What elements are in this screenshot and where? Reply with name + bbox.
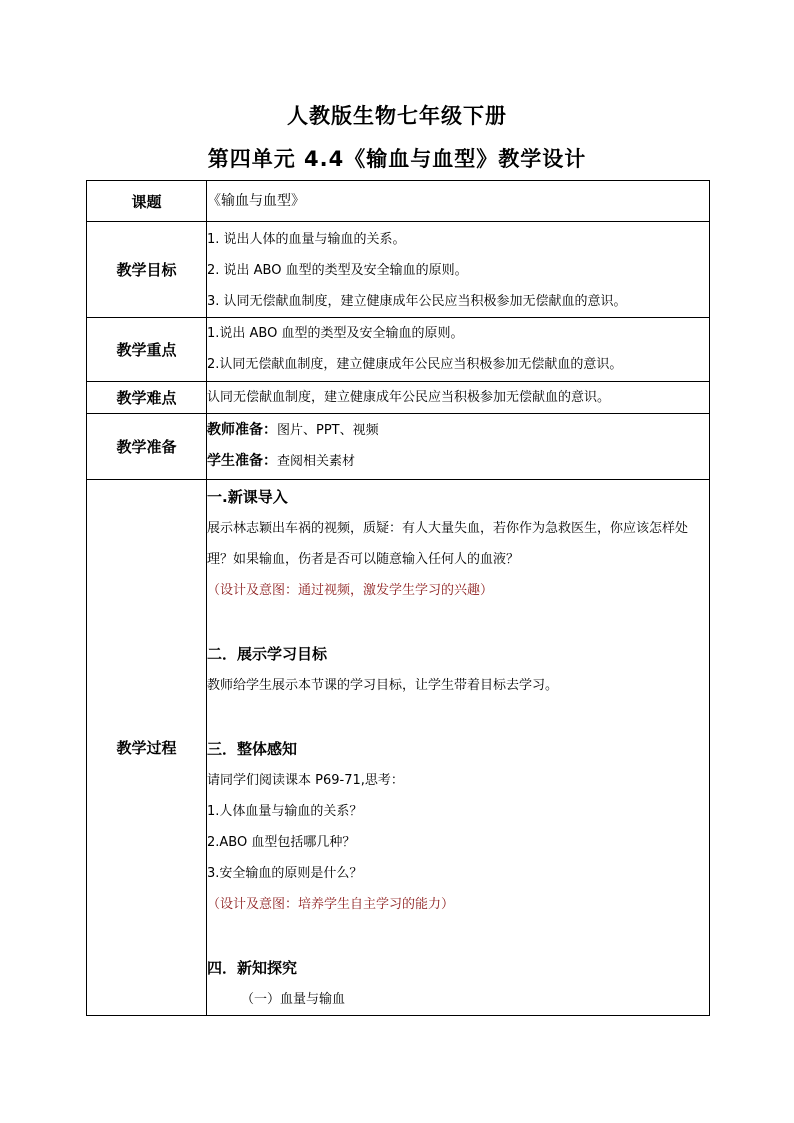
row-prep — [87, 414, 710, 480]
topic-value: 《输血与血型》 — [207, 192, 305, 209]
prep-label: 教学准备 — [87, 414, 207, 480]
goal-item: 1. 说出人体的血量与输血的关系。 — [207, 232, 406, 247]
row-topic — [87, 181, 710, 222]
section-text: 请同学们阅读课本 P69-71,思考： — [207, 773, 404, 788]
subsection-heading: （一）血量与输血 — [241, 992, 346, 1007]
lesson-plan-table — [86, 180, 710, 1016]
teacher-prep-label: 教师准备： — [207, 422, 277, 438]
document-title-line1: 人教版生物七年级下册 — [287, 104, 507, 128]
difficulty-value: 认同无偿献血制度，建立健康成年公民应当积极参加无偿献血的意识。 — [207, 390, 611, 405]
row-key-points — [87, 318, 710, 382]
teacher-prep-value: 图片、PPT、视频 — [277, 423, 379, 438]
question-item: 1.人体血量与输血的关系？ — [207, 804, 363, 819]
question-item: 3.安全输血的原则是什么？ — [207, 866, 363, 881]
document-title-line2: 第四单元 4.4《输血与血型》教学设计 — [207, 147, 587, 171]
goal-item: 3. 认同无偿献血制度，建立健康成年公民应当积极参加无偿献血的意识。 — [207, 294, 627, 309]
teacher-prep — [207, 415, 709, 446]
topic-label: 课题 — [87, 181, 207, 222]
difficulty-label: 教学难点 — [87, 382, 207, 414]
question-item: 2.ABO 血型包括哪几种？ — [207, 835, 356, 850]
goal-item: 2. 说出 ABO 血型的类型及安全输血的原则。 — [207, 263, 468, 278]
section-heading: 四．新知探究 — [207, 959, 298, 977]
key-point-item: 2.认同无偿献血制度，建立健康成年公民应当积极参加无偿献血的意识。 — [207, 357, 623, 372]
section-text: 展示林志颖出车祸的视频，质疑：有人大量失血，若你作为急救医生，你应该怎样处理？如果输血，伤者是否可以随意输入任何人的血液？ — [207, 521, 689, 567]
student-prep-label: 学生准备： — [207, 453, 277, 469]
process-label: 教学过程 — [87, 480, 207, 1016]
design-note: （设计及意图：培养学生自主学习的能力） — [207, 897, 455, 912]
goals-label: 教学目标 — [87, 222, 207, 318]
student-prep-value: 查阅相关素材 — [277, 454, 356, 469]
section-heading: 三．整体感知 — [207, 740, 298, 758]
row-process — [87, 480, 710, 1016]
section-text: 教师给学生展示本节课的学习目标，让学生带着目标去学习。 — [207, 678, 559, 693]
student-prep — [207, 446, 709, 477]
design-note: （设计及意图：通过视频，激发学生学习的兴趣） — [207, 583, 494, 598]
key-points-label: 教学重点 — [87, 318, 207, 382]
key-point-item: 1.说出 ABO 血型的类型及安全输血的原则。 — [207, 326, 464, 341]
section-heading: 一.新课导入 — [207, 488, 288, 506]
section-heading: 二．展示学习目标 — [207, 645, 328, 663]
row-goals — [87, 222, 710, 318]
row-difficulty — [87, 382, 710, 414]
